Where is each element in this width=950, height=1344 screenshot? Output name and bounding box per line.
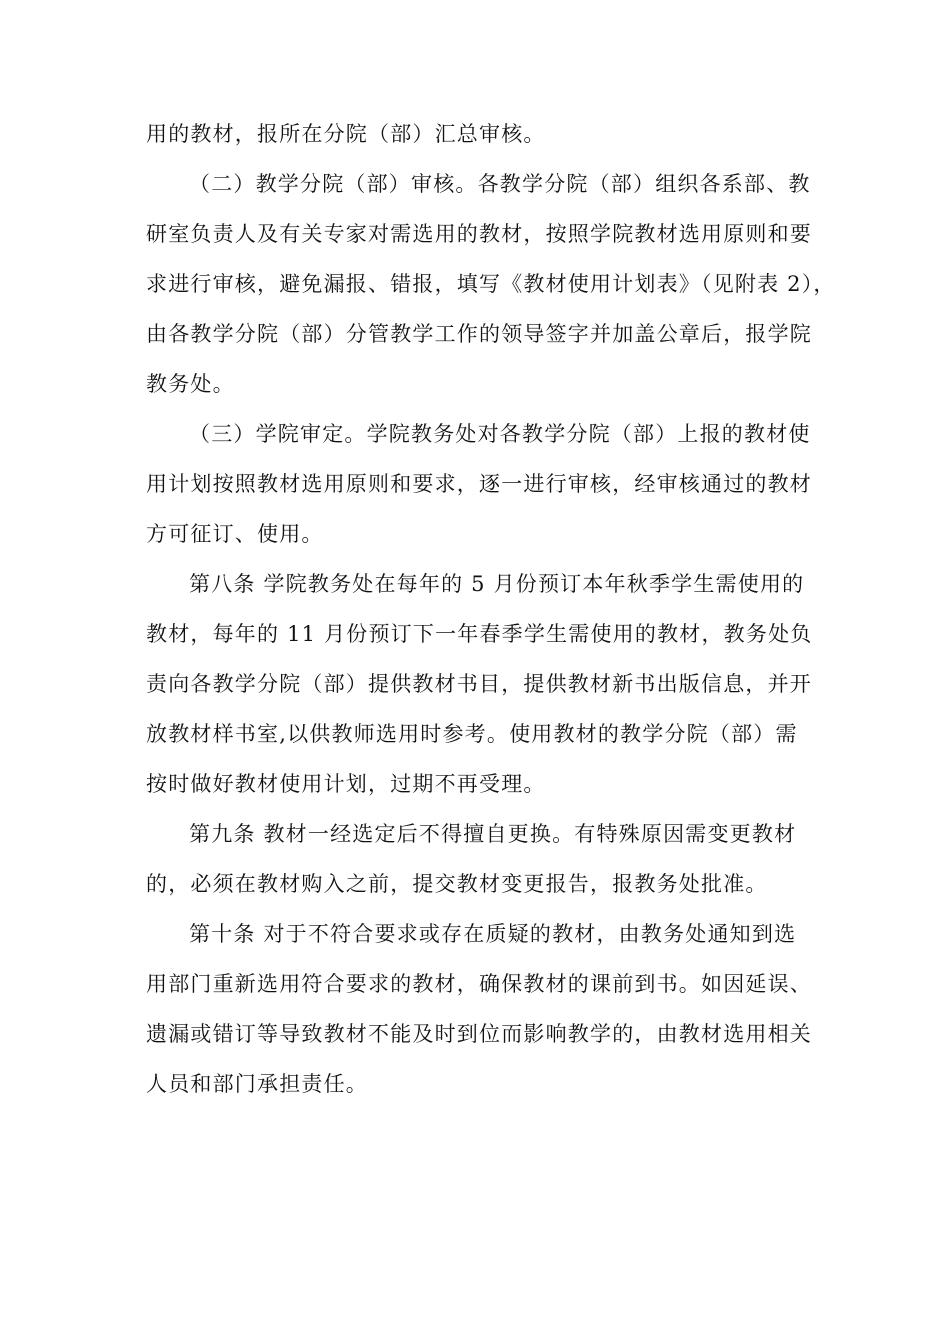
text-line: 求进行审核，避免漏报、错报，填写《教材使用计划表》（见附表 2），: [146, 272, 836, 296]
text-line: 放教材样书室,以供教师选用时参考。使用教材的教学分院（部）需: [146, 722, 798, 746]
paragraph-heading-approval: （三）学院审定。学院教务处对各教学分院（部）上报的教材使: [189, 422, 811, 446]
text-line: 教材，每年的 11 月份预订下一年春季学生需使用的教材，教务处负: [146, 622, 813, 646]
article-9: 第九条 教材一经选定后不得擅自更换。有特殊原因需变更教材: [189, 822, 797, 846]
text-line: 责向各教学分院（部）提供教材书目，提供教材新书出版信息，并开: [146, 672, 812, 696]
paragraph-heading-review: （二）教学分院（部）审核。各教学分院（部）组织各系部、教: [189, 172, 811, 196]
text-line: 由各教学分院（部）分管教学工作的领导签字并加盖公章后，报学院: [146, 322, 812, 346]
text-line: 遗漏或错订等导致教材不能及时到位而影响教学的，由教材选用相关: [146, 1022, 812, 1046]
text-line: 用的教材，报所在分院（部）汇总审核。: [146, 122, 546, 146]
text-line: 用部门重新选用符合要求的教材，确保教材的课前到书。如因延误、: [146, 972, 812, 996]
text-line: 按时做好教材使用计划，过期不再受理。: [146, 772, 546, 796]
text-line: 方可征订、使用。: [146, 522, 324, 546]
article-8: 第八条 学院教务处在每年的 5 月份预订本年秋季学生需使用的: [189, 572, 805, 596]
article-10: 第十条 对于不符合要求或存在质疑的教材，由教务处通知到选: [189, 922, 797, 946]
text-line: 的，必须在教材购入之前，提交教材变更报告，报教务处批准。: [146, 872, 768, 896]
text-line: 教务处。: [146, 372, 235, 396]
text-line: 用计划按照教材选用原则和要求，逐一进行审核，经审核通过的教材: [146, 472, 812, 496]
text-line: 研室负责人及有关专家对需选用的教材，按照学院教材选用原则和要: [146, 222, 812, 246]
text-line: 人员和部门承担责任。: [146, 1072, 368, 1096]
